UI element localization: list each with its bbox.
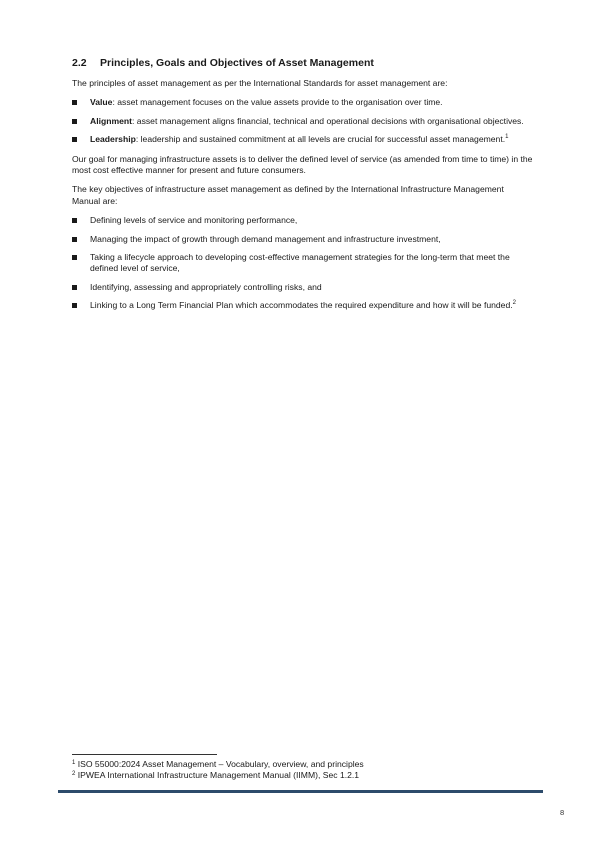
square-bullet-icon [72, 100, 77, 105]
square-bullet-icon [72, 237, 77, 242]
square-bullet-icon [72, 218, 77, 223]
section-title: Principles, Goals and Objectives of Asset Management [100, 57, 374, 69]
objective-text: Linking to a Long Term Financial Plan which accommodates the required expenditure and how it will be funded. [90, 300, 513, 311]
square-bullet-icon [72, 137, 77, 142]
objectives-intro: The key objectives of infrastructure asset management as defined by the International Infrastructure Management Manual are: [72, 184, 504, 206]
section-number: 2.2 [72, 57, 87, 69]
list-item [72, 282, 534, 293]
footnote-ref[interactable]: 1 [505, 134, 509, 141]
section-heading [72, 56, 534, 70]
principle-lead: Leadership [90, 134, 136, 145]
list-item [72, 215, 534, 226]
objective-text: Taking a lifecycle approach to developing cost-effective management strategies for the long-term that meet the defined level of service, [90, 252, 510, 274]
principles-intro: The principles of asset management as per the International Standards for asset management are: [72, 78, 448, 88]
principle-lead: Alignment [90, 115, 133, 126]
footnote-number: 2 [72, 771, 76, 777]
footnote-number: 1 [72, 760, 76, 766]
principle-text: : asset management focuses on the value assets provide to the organisation over time. [112, 97, 443, 108]
footnotes [72, 754, 542, 781]
list-item [72, 97, 534, 108]
list-item [72, 134, 534, 145]
square-bullet-icon [72, 255, 77, 260]
footnote-divider [72, 754, 217, 755]
footnote-1 [72, 759, 542, 770]
footnote-2 [72, 770, 542, 781]
objective-text: Managing the impact of growth through demand management and infrastructure investment, [90, 233, 441, 244]
footnote-ref[interactable]: 2 [512, 300, 516, 307]
principle-text: : leadership and sustained commitment at all levels are crucial for successful asset management. [135, 134, 506, 145]
list-item [72, 116, 534, 127]
square-bullet-icon [72, 303, 77, 308]
principle-lead: Value [90, 97, 113, 108]
square-bullet-icon [72, 119, 77, 124]
footnote-text: IPWEA International Infrastructure Management Manual (IIMM), Sec 1.2.1 [77, 770, 360, 780]
objective-text: Identifying, assessing and appropriately controlling risks, and [90, 281, 322, 292]
main-content [72, 56, 534, 320]
square-bullet-icon [72, 285, 77, 290]
footnote-text: ISO 55000:2024 Asset Management – Vocabulary, overview, and principles [77, 759, 364, 769]
goal-paragraph: Our goal for managing infrastructure assets is to deliver the defined level of service (as amended from time to time) in the most cost effective manner for present and future consumers. [72, 153, 533, 176]
list-item [72, 300, 534, 311]
footer-rule [58, 790, 543, 793]
objectives-list [72, 215, 534, 311]
principles-list [72, 97, 534, 145]
objective-text: Defining levels of service and monitoring performance, [90, 215, 298, 226]
page-number: 8 [560, 808, 565, 817]
list-item [72, 234, 534, 245]
principle-text: : asset management aligns financial, technical and operational decisions with organisational objectives. [132, 115, 524, 126]
list-item [72, 252, 534, 275]
